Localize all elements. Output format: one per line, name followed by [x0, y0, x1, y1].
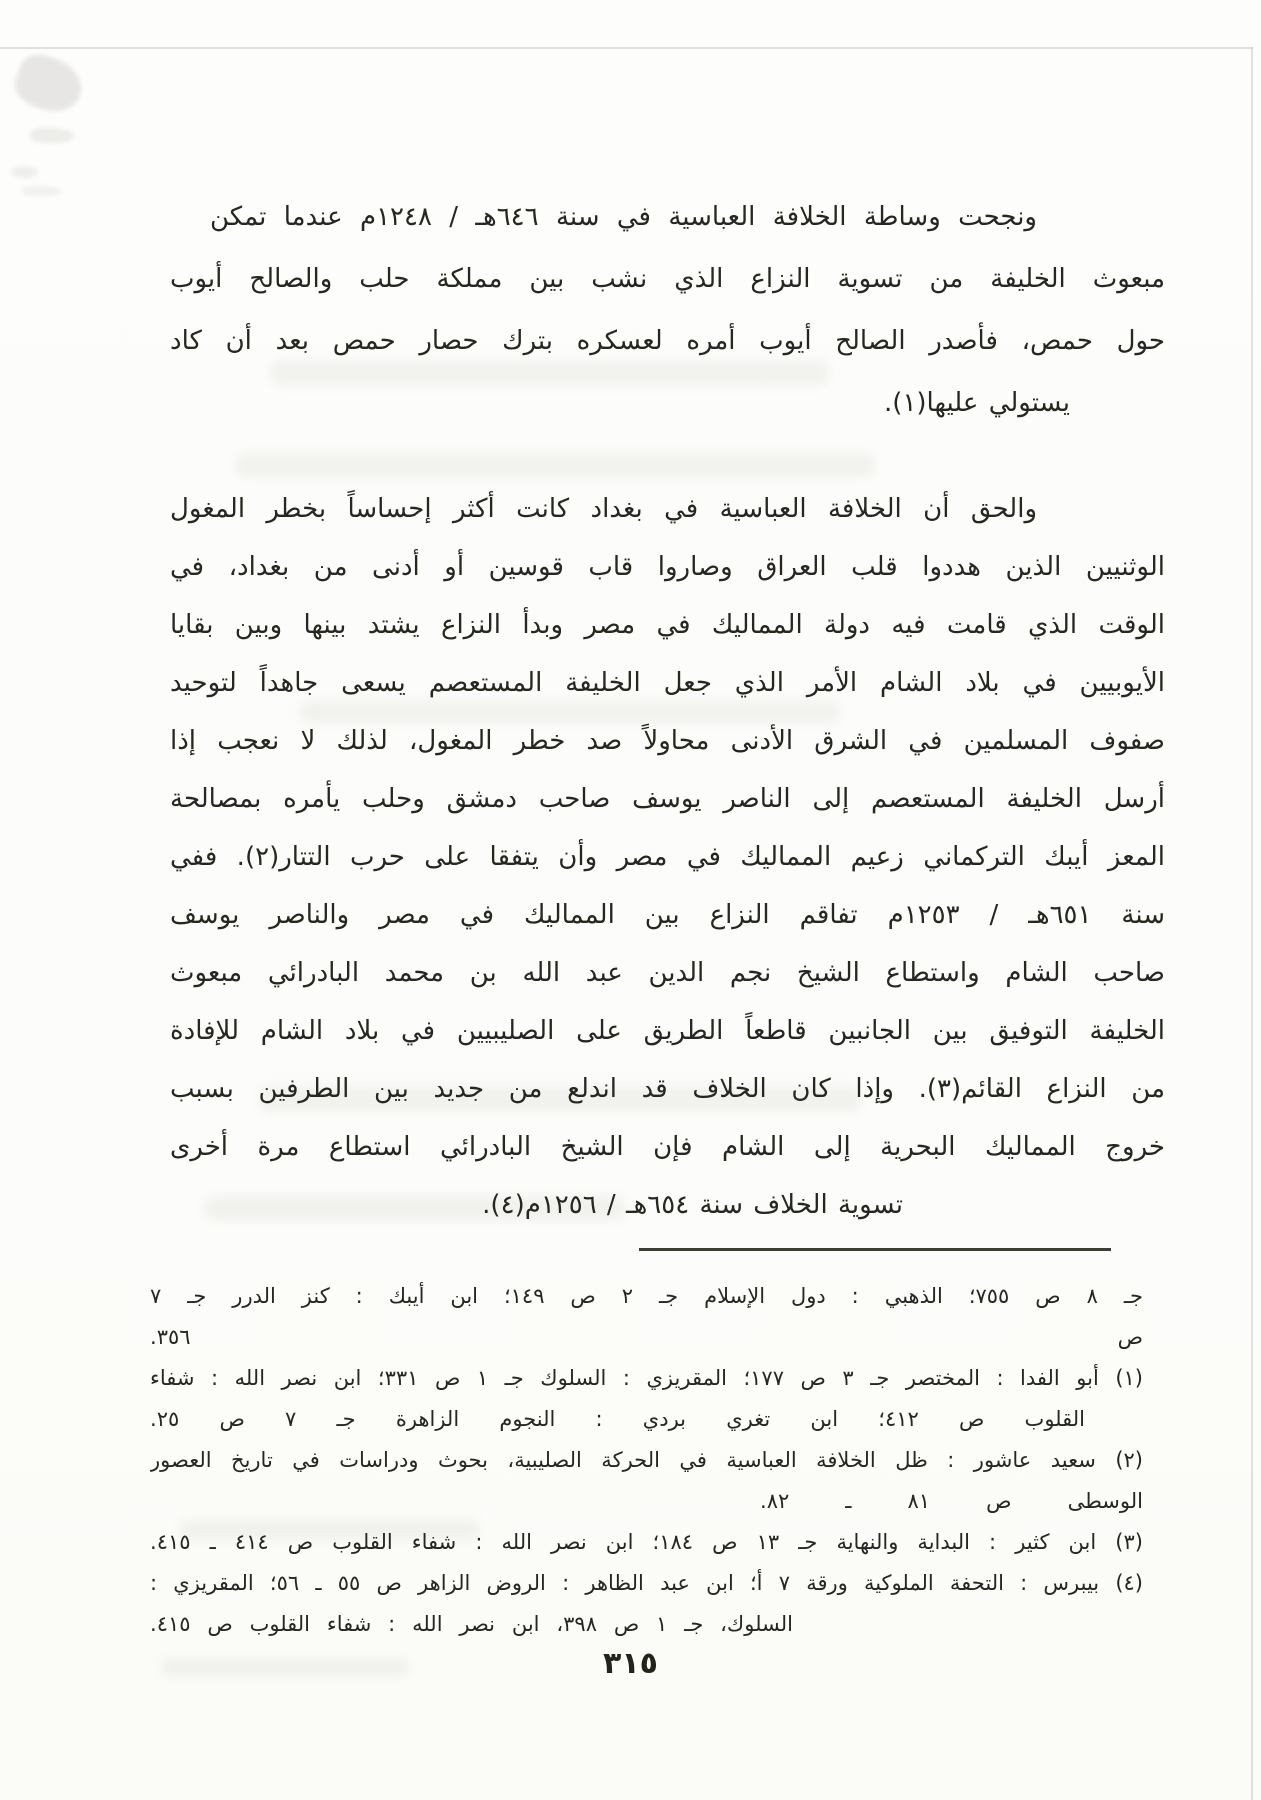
text-line: الخليفة التوفيق بين الجانبين قاطعاً الطريق على الصليبيين في بلاد الشام للإفادة: [170, 1016, 1165, 1046]
footnote-line: جـ ٨ ص ٧٥٥؛ الذهبي : دول الإسلام جـ ٢ ص ١٤٩؛ ابن أيبك : كنز الدرر جـ ٧: [150, 1284, 1143, 1308]
footnote-line: (٣) ابن كثير : البداية والنهاية جـ ١٣ ص ١٨٤؛ ابن نصر الله : شفاء القلوب ص ٤١٤ ـ ٤١٥.: [150, 1530, 1143, 1554]
text-line: خروج المماليك البحرية إلى الشام فإن الشيخ البادرائي استطاع مرة أخرى: [170, 1132, 1165, 1162]
scan-edge-line-horizontal: [0, 47, 1253, 49]
text-line: من النزاع القائم(٣). وإذا كان الخلاف قد اندلع من جديد بين الطرفين بسبب: [170, 1074, 1165, 1104]
footnote-3: [150, 1522, 1143, 1563]
scan-smudge: [30, 128, 74, 143]
text-line: ونجحت وساطة الخلافة العباسية في سنة ٦٤٦هـ / ١٢٤٨م عندما تمكن: [210, 202, 1037, 232]
footnote-line: (٤) بيبرس : التحفة الملوكية ورقة ٧ أ؛ ابن عبد الظاهر : الروض الزاهر ص ٥٥ ـ ٥٦؛ المقريزي :: [150, 1571, 1143, 1595]
footnote-1: [150, 1358, 1143, 1440]
footnote-continued: [150, 1276, 1143, 1358]
paragraph-1: [170, 186, 1165, 434]
text-line: يستولي عليها(١).: [884, 388, 1070, 418]
footnote-line: الوسطى ص ٨١ ـ ٨٢.: [760, 1489, 1143, 1513]
text-line: سنة ٦٥١هـ / ١٢٥٣م تفاقم النزاع بين المماليك في مصر والناصر يوسف: [170, 900, 1165, 930]
footnote-2: [150, 1440, 1143, 1522]
page-number: ٣١٥: [603, 1646, 658, 1681]
footnote-line: القلوب ص ٤١٢؛ ابن تغري بردي : النجوم الزاهرة جـ ٧ ص ٢٥.: [150, 1407, 1085, 1431]
footnote-4: [150, 1563, 1143, 1645]
text-line: أرسل الخليفة المستعصم إلى الناصر يوسف صاحب دمشق وحلب يأمره بمصالحة: [170, 784, 1165, 814]
scan-smudge: [12, 166, 38, 178]
main-text: [170, 186, 1165, 1234]
footnote-separator: [639, 1248, 1111, 1251]
text-line: حول حمص، فأصدر الصالح أيوب أمره لعسكره بترك حصار حمص بعد أن كاد: [170, 326, 1165, 356]
footnotes: [150, 1276, 1143, 1645]
paragraph-2: [170, 480, 1165, 1234]
text-line: الأيوبيين في بلاد الشام الأمر الذي جعل الخليفة المستعصم يسعى جاهداً لتوحيد: [170, 668, 1165, 698]
footnote-line: (٢) سعيد عاشور : ظل الخلافة العباسية في الحركة الصليبية، بحوث ودراسات في تاريخ العصور: [150, 1448, 1143, 1472]
text-line: مبعوث الخليفة من تسوية النزاع الذي نشب بين مملكة حلب والصالح أيوب: [170, 264, 1165, 294]
text-line: صاحب الشام واستطاع الشيخ نجم الدين عبد الله بن محمد البادرائي مبعوث: [170, 958, 1165, 988]
scan-smudge: [22, 186, 62, 196]
footnote-line: ص ٣٥٦.: [150, 1325, 1143, 1349]
text-line: المعز أيبك التركماني زعيم المماليك في مصر وأن يتفقا على حرب التتار(٢). ففي: [170, 842, 1165, 872]
scan-smudge: [10, 49, 89, 119]
text-line: الوثنيين الذين هددوا قلب العراق وصاروا قاب قوسين أو أدنى من بغداد، في: [170, 552, 1165, 582]
footnote-line: (١) أبو الفدا : المختصر جـ ٣ ص ١٧٧؛ المقريزي : السلوك جـ ١ ص ٣٣١؛ ابن نصر الله : شفاء: [150, 1366, 1143, 1390]
footnote-line: السلوك، جـ ١ ص ٣٩٨، ابن نصر الله : شفاء القلوب ص ٤١٥.: [150, 1612, 793, 1636]
text-line: تسوية الخلاف سنة ٦٥٤هـ / ١٢٥٦م(٤).: [482, 1190, 903, 1220]
text-line: الوقت الذي قامت فيه دولة المماليك في مصر وبدأ النزاع يشتد بينها وبين بقايا: [170, 610, 1165, 640]
text-line: والحق أن الخلافة العباسية في بغداد كانت أكثر إحساساً بخطر المغول: [170, 494, 1037, 524]
scan-edge-line-vertical: [1251, 47, 1253, 1800]
text-line: صفوف المسلمين في الشرق الأدنى محاولاً صد خطر المغول، لذلك لا نعجب إذا: [170, 726, 1165, 756]
